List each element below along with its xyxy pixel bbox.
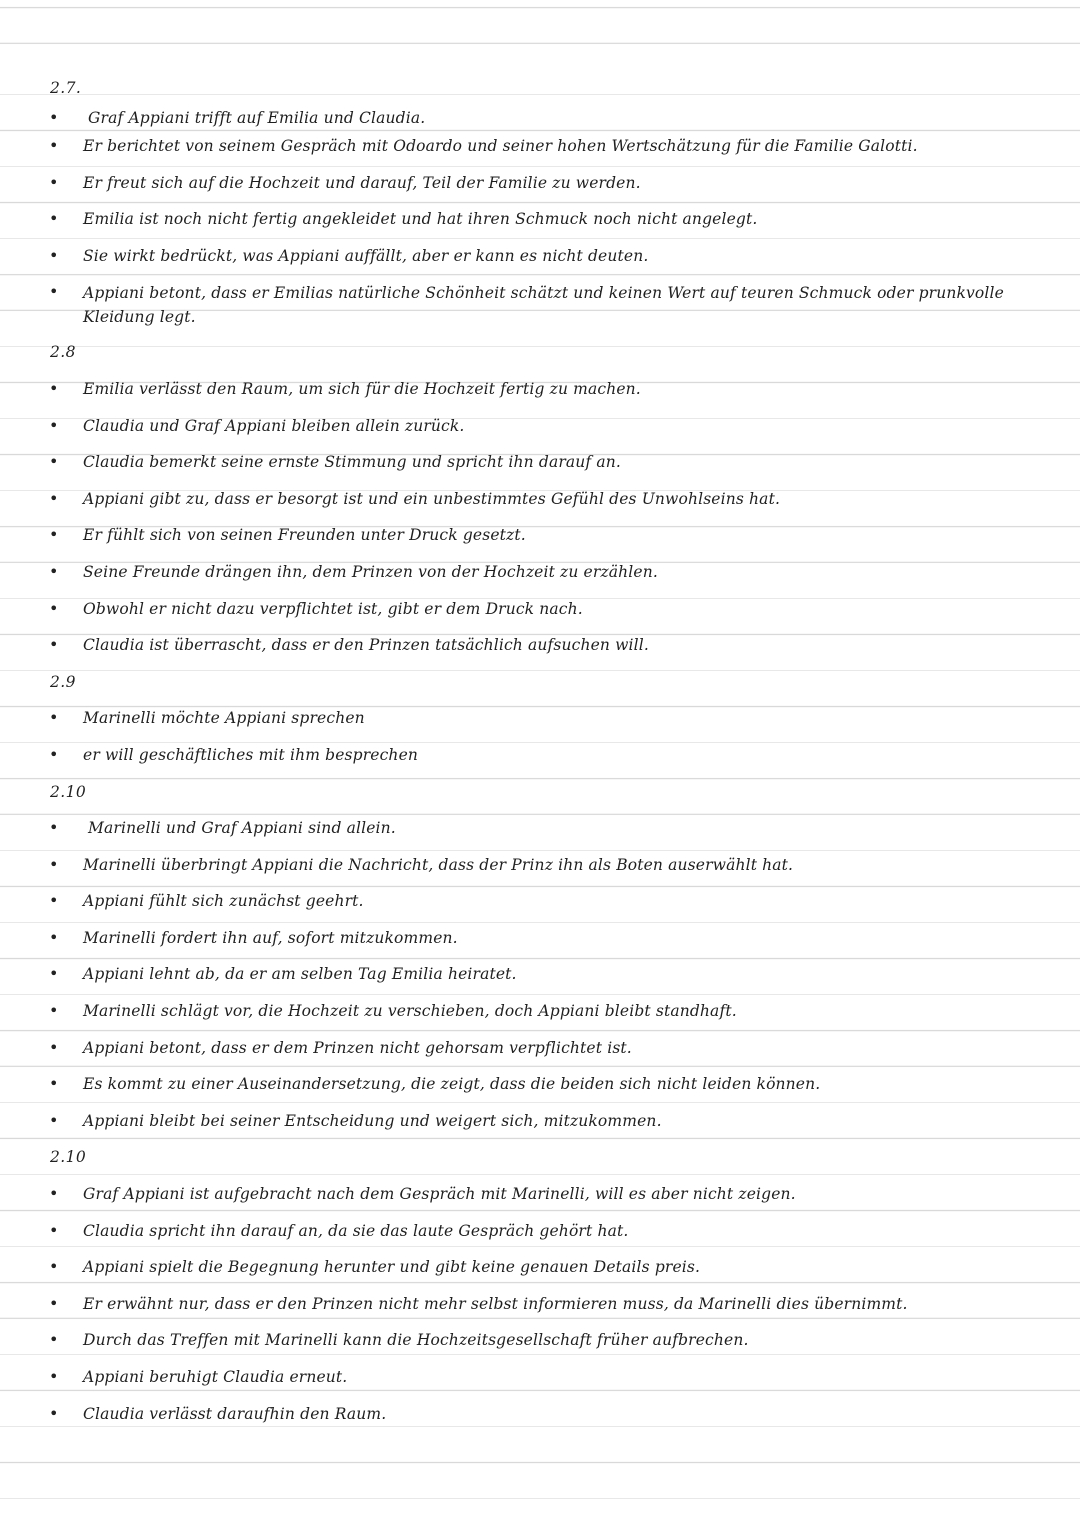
bullet-icon: • xyxy=(49,378,59,398)
list-item-text: Appiani spielt die Begegnung herunter und gibt keine genauen Details preis. xyxy=(83,1258,701,1277)
list-item xyxy=(0,1399,1080,1436)
list-item-text: Appiani betont, dass er Emilias natürliche Schönheit schätzt und keinen Wert auf teuren Schmuck oder prunkvolle Kleidung legt. xyxy=(83,284,1004,327)
list-item-text: Claudia und Graf Appiani bleiben allein zurück. xyxy=(83,416,465,435)
bullet-icon: • xyxy=(49,209,59,229)
bullet-icon: • xyxy=(49,1220,59,1240)
list-item xyxy=(0,850,1080,887)
list-item xyxy=(0,959,1080,996)
bullet-icon: • xyxy=(49,136,59,155)
bullet-icon: • xyxy=(49,635,59,655)
list-item xyxy=(0,923,1080,960)
bullet-icon: • xyxy=(49,172,59,192)
list-item xyxy=(0,168,1080,205)
list-item xyxy=(0,740,1080,777)
bullet-icon: • xyxy=(49,1367,59,1386)
list-item xyxy=(0,630,1080,667)
section-heading-2-8: 2.8 xyxy=(50,343,76,362)
list-item-text: Sie wirkt bedrückt, was Appiani auffällt, aber er kann es nicht deuten. xyxy=(83,246,649,265)
bullet-icon: • xyxy=(49,1293,59,1313)
section-heading-2-7: 2.7. xyxy=(50,79,82,97)
bullet-icon: • xyxy=(49,108,59,127)
list-item xyxy=(0,557,1080,594)
list-item-text: Appiani betont, dass er dem Prinzen nicht gehorsam verpflichtet ist. xyxy=(83,1038,632,1057)
list-item-text: Marinelli fordert ihn auf, sofort mitzukommen. xyxy=(83,928,458,947)
list-item xyxy=(0,131,1080,168)
bullet-icon: • xyxy=(49,1403,59,1423)
list-item-text: Obwohl er nicht dazu verpflichtet ist, gibt er dem Druck nach. xyxy=(83,599,583,618)
list-item xyxy=(0,996,1080,1033)
bullet-icon: • xyxy=(49,927,59,947)
list-item xyxy=(0,1179,1080,1216)
list-item-text: Claudia verlässt daraufhin den Raum. xyxy=(83,1404,387,1423)
bullet-icon: • xyxy=(49,1184,59,1204)
bullet-icon: • xyxy=(49,708,59,728)
bullet-icon: • xyxy=(49,964,59,984)
list-item-text: Marinelli möchte Appiani sprechen xyxy=(83,709,365,728)
list-item-text: Claudia bemerkt seine ernste Stimmung und spricht ihn darauf an. xyxy=(83,453,621,472)
list-item xyxy=(0,484,1080,521)
list-item-text: Graf Appiani ist aufgebracht nach dem Gespräch mit Marinelli, will es aber nicht zeigen. xyxy=(83,1185,796,1204)
section-heading-2-10-second: 2.10 xyxy=(50,1148,87,1167)
list-item xyxy=(0,1362,1080,1399)
list-item xyxy=(0,1106,1080,1143)
bullet-icon: • xyxy=(49,854,59,874)
bullet-icon: • xyxy=(49,1257,59,1277)
bullet-icon: • xyxy=(49,1001,59,1021)
list-item-text: er will geschäftliches mit ihm besprechen xyxy=(83,745,419,764)
list-item-text: Er fühlt sich von seinen Freunden unter Druck gesetzt. xyxy=(83,526,526,545)
bullet-icon: • xyxy=(49,1074,59,1094)
list-item-text: Appiani fühlt sich zunächst geehrt. xyxy=(83,892,364,911)
list-item xyxy=(0,886,1080,923)
list-item xyxy=(0,813,1080,850)
list-item xyxy=(0,1325,1080,1362)
list-item-text: Marinelli überbringt Appiani die Nachricht, dass der Prinz ihn als Boten auserwählt hat. xyxy=(83,855,794,874)
list-item-text: Er erwähnt nur, dass er den Prinzen nicht mehr selbst informieren muss, da Marinelli dies übernimmt. xyxy=(83,1294,908,1313)
notes-content xyxy=(0,75,1080,1435)
list-item-text: Durch das Treffen mit Marinelli kann die Hochzeitsgesellschaft früher aufbrechen. xyxy=(83,1331,749,1350)
list-item-text: Appiani bleibt bei seiner Entscheidung und weigert sich, mitzukommen. xyxy=(83,1111,662,1130)
list-item xyxy=(0,204,1080,241)
list-item-text: Appiani gibt zu, dass er besorgt ist und ein unbestimmtes Gefühl des Unwohlseins hat. xyxy=(83,489,781,508)
bullet-icon: • xyxy=(49,1037,59,1057)
list-item xyxy=(0,1252,1080,1289)
list-item-text: Er berichtet von seinem Gespräch mit Odoardo und seiner hohen Wertschätzung für die Familie Galotti. xyxy=(83,137,918,155)
bullet-icon: • xyxy=(49,415,59,435)
list-item-text: Graf Appiani trifft auf Emilia und Claudia. xyxy=(88,109,426,127)
list-item-text: Claudia ist überrascht, dass er den Prinzen tatsächlich aufsuchen will. xyxy=(83,636,649,655)
list-item xyxy=(0,411,1080,448)
bullet-icon: • xyxy=(49,1110,59,1130)
list-item-text: Er freut sich auf die Hochzeit und darauf, Teil der Familie zu werden. xyxy=(83,173,641,192)
bullet-icon: • xyxy=(49,818,59,838)
bullet-icon: • xyxy=(49,561,59,581)
list-item-text: Marinelli schlägt vor, die Hochzeit zu verschieben, doch Appiani bleibt standhaft. xyxy=(83,1002,737,1021)
bullet-icon: • xyxy=(49,891,59,911)
list-item xyxy=(0,277,1080,337)
list-item-text: Es kommt zu einer Auseinandersetzung, die zeigt, dass die beiden sich nicht leiden können. xyxy=(83,1075,821,1094)
list-item-text: Emilia verlässt den Raum, um sich für die Hochzeit fertig zu machen. xyxy=(83,379,641,398)
list-item xyxy=(0,1289,1080,1326)
bullet-icon: • xyxy=(49,744,59,764)
list-item xyxy=(0,105,1080,131)
list-item-text: Emilia ist noch nicht fertig angekleidet und hat ihren Schmuck noch nicht angelegt. xyxy=(83,210,758,229)
list-item xyxy=(0,241,1080,278)
list-item xyxy=(0,594,1080,631)
section-heading-2-10: 2.10 xyxy=(50,782,87,801)
list-item xyxy=(0,1069,1080,1106)
list-item-text: Marinelli und Graf Appiani sind allein. xyxy=(88,819,396,838)
list-item-text: Claudia spricht ihn darauf an, da sie das laute Gespräch gehört hat. xyxy=(83,1221,629,1240)
bullet-icon: • xyxy=(49,525,59,545)
bullet-icon: • xyxy=(49,452,59,472)
list-item-text: Appiani beruhigt Claudia erneut. xyxy=(83,1368,348,1386)
list-item xyxy=(0,1033,1080,1070)
list-item xyxy=(0,703,1080,740)
list-item xyxy=(0,447,1080,484)
list-item-text: Appiani lehnt ab, da er am selben Tag Emilia heiratet. xyxy=(83,965,517,984)
bullet-icon: • xyxy=(49,598,59,618)
list-item xyxy=(0,374,1080,411)
bullet-icon: • xyxy=(49,245,59,265)
list-item xyxy=(0,520,1080,557)
list-item xyxy=(0,1216,1080,1253)
bullet-icon: • xyxy=(49,488,59,508)
list-item-text: Seine Freunde drängen ihn, dem Prinzen von der Hochzeit zu erzählen. xyxy=(83,562,658,581)
bullet-icon: • xyxy=(49,282,59,302)
section-heading-2-9: 2.9 xyxy=(50,672,76,691)
bullet-icon: • xyxy=(49,1330,59,1350)
